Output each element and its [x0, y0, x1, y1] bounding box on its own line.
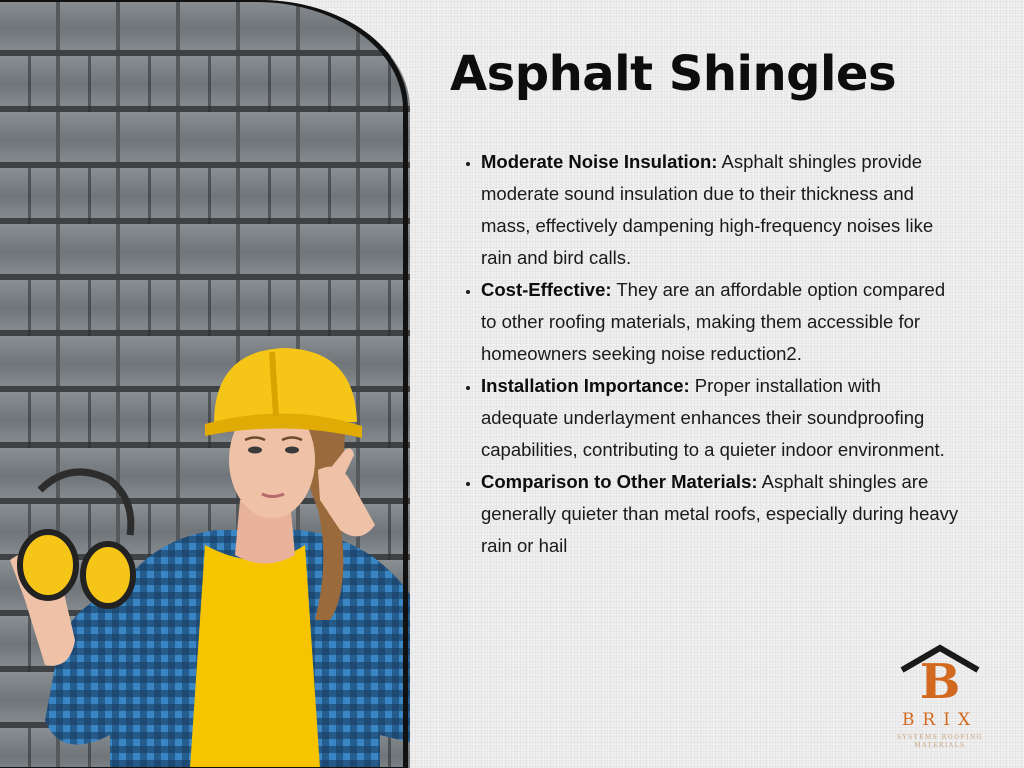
- logo-wordmark: BRIX: [901, 710, 979, 730]
- list-item: [481, 146, 959, 274]
- feature-list: [464, 146, 959, 562]
- bullet-heading: Installation Importance:: [481, 375, 690, 396]
- bullet-text: Proper installation with adequate underlayment enhances their soundproofing capabilities, contributing to a quieter indoor environment.: [481, 375, 945, 460]
- list-item: [481, 466, 959, 562]
- bullet-heading: Moderate Noise Insulation:: [481, 151, 718, 172]
- list-item: [481, 274, 959, 370]
- svg-text:B: B: [919, 654, 961, 710]
- logo-tagline: SYSTEMS ROOFING MATERIALS: [896, 734, 984, 749]
- bullet-text: They are an affordable option compared to other roofing materials, making them accessible for homeowners seeking noise reduction2.: [481, 279, 946, 364]
- hero-photo: [0, 0, 410, 768]
- bullet-heading: Comparison to Other Materials:: [481, 471, 758, 492]
- bullet-text: Asphalt shingles provide moderate sound insulation due to their thickness and mass, effectively dampening high-frequency noises like rain and bird calls.: [481, 151, 934, 268]
- bullet-text: Asphalt shingles are generally quieter than metal roofs, especially during heavy rain or hail: [481, 471, 959, 556]
- list-item: [481, 370, 959, 466]
- worker-illustration: [0, 340, 410, 768]
- bullet-heading: Cost-Effective:: [481, 279, 612, 300]
- page-title: Asphalt Shingles: [450, 46, 897, 102]
